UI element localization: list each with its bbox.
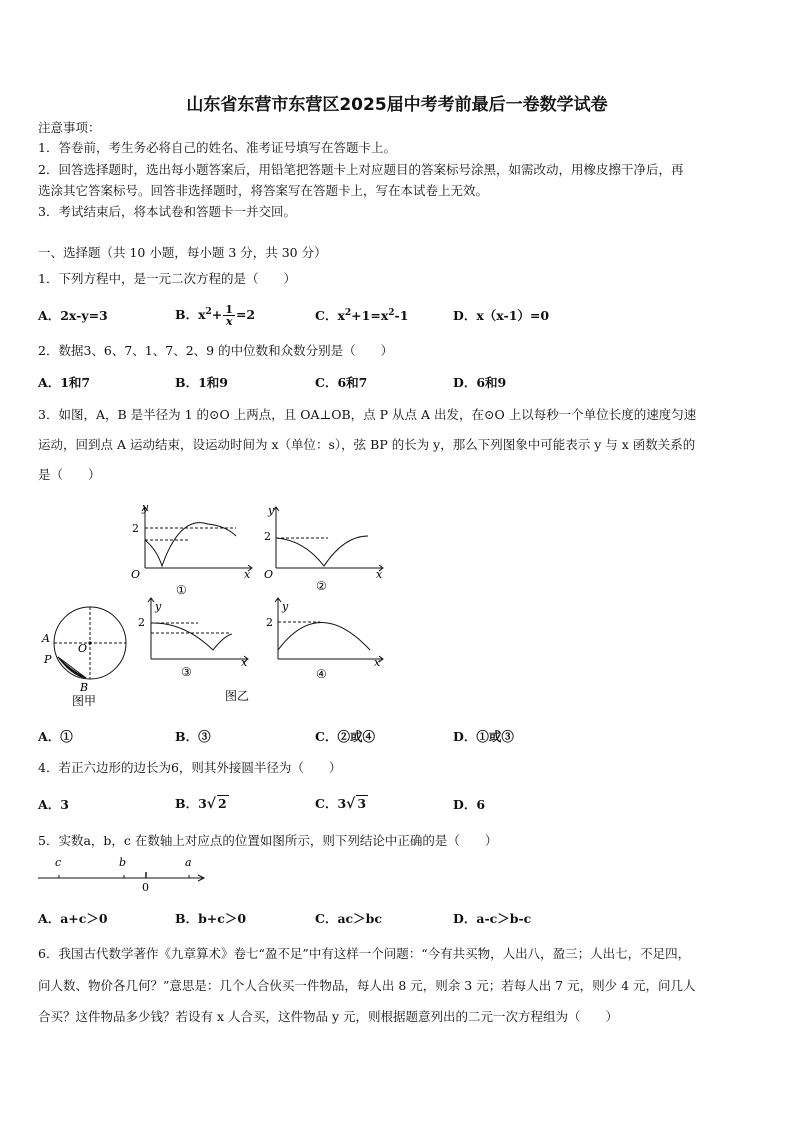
graph-4 [275, 598, 383, 662]
notice-item-3: 3．考试结束后，将本试卷和答题卡一并交回。 [38, 204, 296, 219]
q5-option-a: A．a+c＞0 [38, 911, 108, 926]
q4-option-a: A．3 [38, 797, 69, 812]
question-1-stem: 1．下列方程中，是一元二次方程的是（ ） [38, 271, 296, 286]
figure-a-caption: 图甲 [72, 694, 97, 708]
q1-option-b: B．$x^2+$ $\frac{1}{x}$ =2 [175, 303, 256, 328]
graph-3 [148, 598, 248, 662]
circle-label-o: O [78, 642, 88, 655]
q5-option-c: C．ac＞bc [315, 911, 383, 926]
q2-option-d: D．6和9 [453, 375, 507, 390]
question-3-figures [38, 500, 398, 715]
graph-1-y-label: y [142, 501, 149, 514]
q2-option-b: B．1和9 [175, 375, 228, 390]
number-line-c-label: c [55, 856, 62, 869]
q1-option-a: A．2x-y=3 [38, 308, 108, 323]
question-3-line-3: 是（ ） [38, 467, 101, 482]
number-line-b-label: b [119, 856, 127, 869]
graph-1-x-label: x [244, 568, 251, 581]
number-line-a-label: a [185, 856, 192, 869]
graph-3-y-label: y [155, 600, 162, 613]
graph-3-number: ③ [181, 665, 192, 679]
question-6-line-3: 合买？这件物品多少钱？若设有 x 人合买，这件物品 y 元，则根据题意列出的二元一次方程组为（ ） [38, 1009, 619, 1024]
q2-option-c: C．6和7 [315, 375, 368, 390]
section-heading: 一、选择题（共 10 小题，每小题 3 分，共 30 分） [38, 245, 327, 260]
graph-1-origin-label: O [131, 568, 141, 581]
question-6-line-2: 问人数、物价各几何？”意思是：几个人合伙买一件物品，每人出 8 元，则余 3 元；若每人出 7 元，则少 4 元，问几人 [38, 978, 696, 993]
q5-option-d: D．a-c＞b-c [453, 911, 532, 926]
graph-4-y-label: y [282, 600, 289, 613]
graph-3-x-label: x [241, 656, 248, 669]
q1-option-c: C．$x^2+1=x^2-1$ [315, 307, 409, 323]
figure-b-caption: 图乙 [225, 689, 250, 703]
q3-option-d: D．①或③ [453, 729, 514, 744]
circle-label-b: B [80, 681, 89, 694]
q4-option-d: D．6 [453, 797, 486, 812]
graph-1-number: ① [176, 583, 187, 597]
graph-4-two-label: 2 [266, 616, 273, 629]
page-title: 山东省东营市东营区2025届中考考前最后一卷数学试卷 [186, 95, 608, 115]
graph-4-number: ④ [316, 667, 327, 681]
q1-option-d: D．x（x-1）=0 [453, 308, 550, 323]
q3-option-c: C．②或④ [315, 729, 375, 744]
graph-2-two-label: 2 [264, 530, 271, 543]
question-2-stem: 2．数据3、6、7、1、7、2、9 的中位数和众数分别是（ ） [38, 343, 394, 358]
q3-option-a: A．① [38, 729, 73, 744]
notice-item-2-cont: 选涂其它答案标号。回答非选择题时，将答案写在答题卡上，写在本试卷上无效。 [38, 183, 489, 198]
circle-label-p: P [44, 653, 52, 666]
graph-2 [273, 507, 383, 571]
question-3-line-2: 运动，回到点 A 运动结束，设运动时间为 x（单位：s），弦 BP 的长为 y，那么下列图象中可能表示 y 与 x 函数关系的 [38, 437, 696, 452]
q4-option-c: C．3√ 3 [315, 796, 367, 812]
notice-item-2: 2．回答选择题时，选出每小题答案后，用铅笔把答题卡上对应题目的答案标号涂黑，如需改动，用橡皮擦干净后，再 [38, 162, 684, 177]
question-6-line-1: 6．我国古代数学著作《九章算术》卷七“盈不足”中有这样一个问题：“今有共买物，人出八，盈三；人出七，不足四， [38, 946, 691, 961]
graph-3-two-label: 2 [138, 616, 145, 629]
notice-heading: 注意事项： [38, 120, 101, 135]
notice-item-1: 1．答卷前，考生务必将自己的姓名、准考证号填写在答题卡上。 [38, 140, 396, 155]
graph-2-origin-label: O [264, 568, 274, 581]
fraction: $\frac{1}{x}$ [225, 303, 233, 328]
number-line [38, 855, 218, 895]
q5-option-b: B．b+c＞0 [175, 911, 247, 926]
q3-option-b: B．③ [175, 729, 211, 744]
graph-1 [142, 507, 252, 571]
graph-1-two-label: 2 [132, 522, 139, 535]
graph-2-x-label: x [376, 568, 383, 581]
graph-2-number: ② [316, 579, 327, 593]
question-4-stem: 4．若正六边形的边长为6，则其外接圆半径为（ ） [38, 760, 342, 775]
question-3-line-1: 3．如图，A，B 是半径为 1 的⊙O 上两点，且 OA⊥OB，点 P 从点 A 出发，在⊙O 上以每秒一个单位长度的速度匀速 [38, 407, 697, 422]
question-5-stem: 5．实数a，b，c 在数轴上对应点的位置如图所示，则下列结论中正确的是（ ） [38, 833, 498, 848]
q4-option-b: B．3√ 2 [175, 796, 227, 812]
circle-label-a: A [42, 632, 50, 645]
q2-option-a: A．1和7 [38, 375, 91, 390]
graph-2-y-label: y [268, 504, 275, 517]
number-line-zero-label: 0 [142, 881, 149, 894]
graph-4-x-label: x [374, 656, 381, 669]
